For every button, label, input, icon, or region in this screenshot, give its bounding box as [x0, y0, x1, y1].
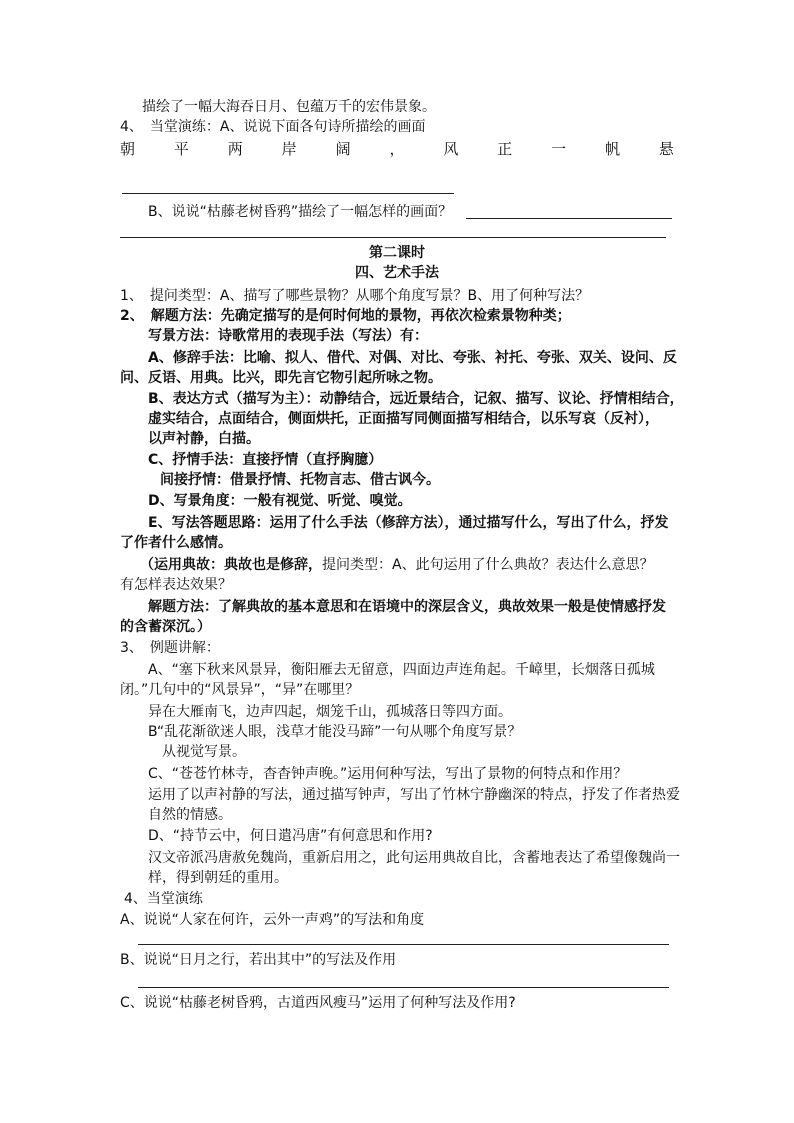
text-line: 异在大雁南飞，边声四起，烟笼千山，孤城落日等四方面。 [148, 704, 512, 720]
text-line: 运用了以声衬静的写法，通过描写钟声，写出了竹林宁静幽深的特点，抒发了作者热爱 [148, 787, 680, 803]
text-line: 解题方法：了解典故的基本意思和在语境中的深层含义，典故效果一般是使情感抒发 [148, 599, 666, 615]
poem-char: 朝 [120, 140, 136, 158]
text-line: 以声衬静，白描。 [148, 431, 260, 447]
text-line: 的含蓄深沉。） [120, 619, 211, 635]
poem-char: 阔 [335, 140, 351, 158]
answer-blank-line [120, 237, 666, 238]
poem-char: 帆 [605, 140, 621, 158]
text-line: C、“苍苍竹林寺，杳杳钟声晚。”运用何种写法，写出了景物的何特点和作用？ [148, 766, 628, 782]
text-line: E、写法答题思路：运用了什么手法（修辞方法），通过描写什么，写出了什么，抒发 [148, 515, 669, 531]
practice-heading: 4、 当堂演练：A、说说下面各句诗所描绘的画面 [120, 119, 426, 135]
text-segment: 提问类型：A、此句运用了什么典故？表达什么意思？ [322, 557, 654, 573]
poem-char: 风 [443, 140, 459, 158]
text-line: D、“持节云中，何日遣冯唐”有何意思和作用? [148, 828, 433, 844]
question-line: A、说说“人家在何许，云外一声鸡”的写法和角度 [120, 912, 425, 928]
practice-heading: 4、当堂演练 [124, 891, 203, 907]
bold-segment: （运用典故：典故也是修辞， [140, 557, 322, 573]
section-heading: 四、艺术手法 [355, 265, 439, 281]
text-line: 有怎样表达效果？ [120, 577, 232, 593]
text-line: 2、 解题方法：先确定描写的是何时何地的景物，再依次检索景物种类； [120, 308, 571, 324]
text-line: 描绘了一幅大海吞日月、包蕴万千的宏伟景象。 [142, 99, 436, 115]
text-line: 了作者什么感情。 [120, 535, 232, 551]
text-line: 问、反语、用典。比兴，即先言它物引起所咏之物。 [120, 370, 442, 386]
poem-char: 平 [173, 140, 189, 158]
text-line: 闭。”几句中的“风景异”，“异”在哪里？ [120, 682, 360, 698]
question-line: B、说说“枯藤老树昏鸦”描绘了一幅怎样的画面？ [148, 204, 453, 220]
poem-char: 岸 [281, 140, 297, 158]
lesson-title: 第二课时 [369, 245, 425, 261]
answer-blank-line [122, 193, 454, 194]
text-line: 间接抒情：借景抒情、托物言志、借古讽今。 [160, 472, 440, 488]
text-line: A、修辞手法：比喻、拟人、借代、对偶、对比、夸张、衬托、夸张、双关、设问、反 [148, 350, 677, 366]
answer-blank-line [138, 944, 669, 945]
text-line: 虚实结合，点面结合，侧面烘托，正面描写同侧面描写相结合，以乐写哀（反衬）， [148, 411, 659, 427]
text-line: B、表达方式（描写为主）：动静结合，远近景结合，记叙、描写、议论、抒情相结合， [148, 391, 684, 407]
text-line: 3、 例题讲解： [120, 640, 220, 656]
text-line: C、抒情手法：直接抒情（直抒胸臆） [148, 452, 383, 468]
poem-char: 两 [227, 140, 243, 158]
answer-blank-line [138, 987, 669, 988]
text-line: 1、 提问类型：A、描写了哪些景物？从哪个角度写景？B、用了何种写法？ [120, 288, 590, 304]
text-line: 自然的情感。 [148, 807, 232, 823]
text-line: 汉文帝派冯唐赦免魏尚，重新启用之，此句运用典故自比，含蓄地表达了希望像魏尚一 [148, 850, 680, 866]
poem-char: 悬 [658, 140, 674, 158]
poem-line-spread [120, 139, 674, 159]
text-line [140, 555, 654, 575]
answer-blank-line [466, 218, 672, 219]
question-line: B、说说“日月之行，若出其中”的写法及作用 [120, 952, 397, 968]
poem-char: 正 [497, 140, 513, 158]
poem-char: ， [389, 140, 405, 158]
question-line: C、说说“枯藤老树昏鸦，古道西风瘦马”运用了何种写法及作用? [120, 995, 516, 1011]
text-line: D、写景角度：一般有视觉、听觉、嗅觉。 [148, 493, 412, 509]
text-line: 样，得到朝廷的重用。 [148, 870, 288, 886]
text-line: B“乱花渐欲迷人眼，浅草才能没马蹄”一句从哪个角度写景？ [148, 724, 522, 740]
text-line: 写景方法：诗歌常用的表现手法（写法）有： [148, 328, 428, 344]
text-line: A、“塞下秋来风景异，衡阳雁去无留意，四面边声连角起。千嶂里，长烟落日孤城 [148, 662, 655, 678]
poem-char: 一 [551, 140, 567, 158]
text-line: 从视觉写景。 [162, 744, 246, 760]
